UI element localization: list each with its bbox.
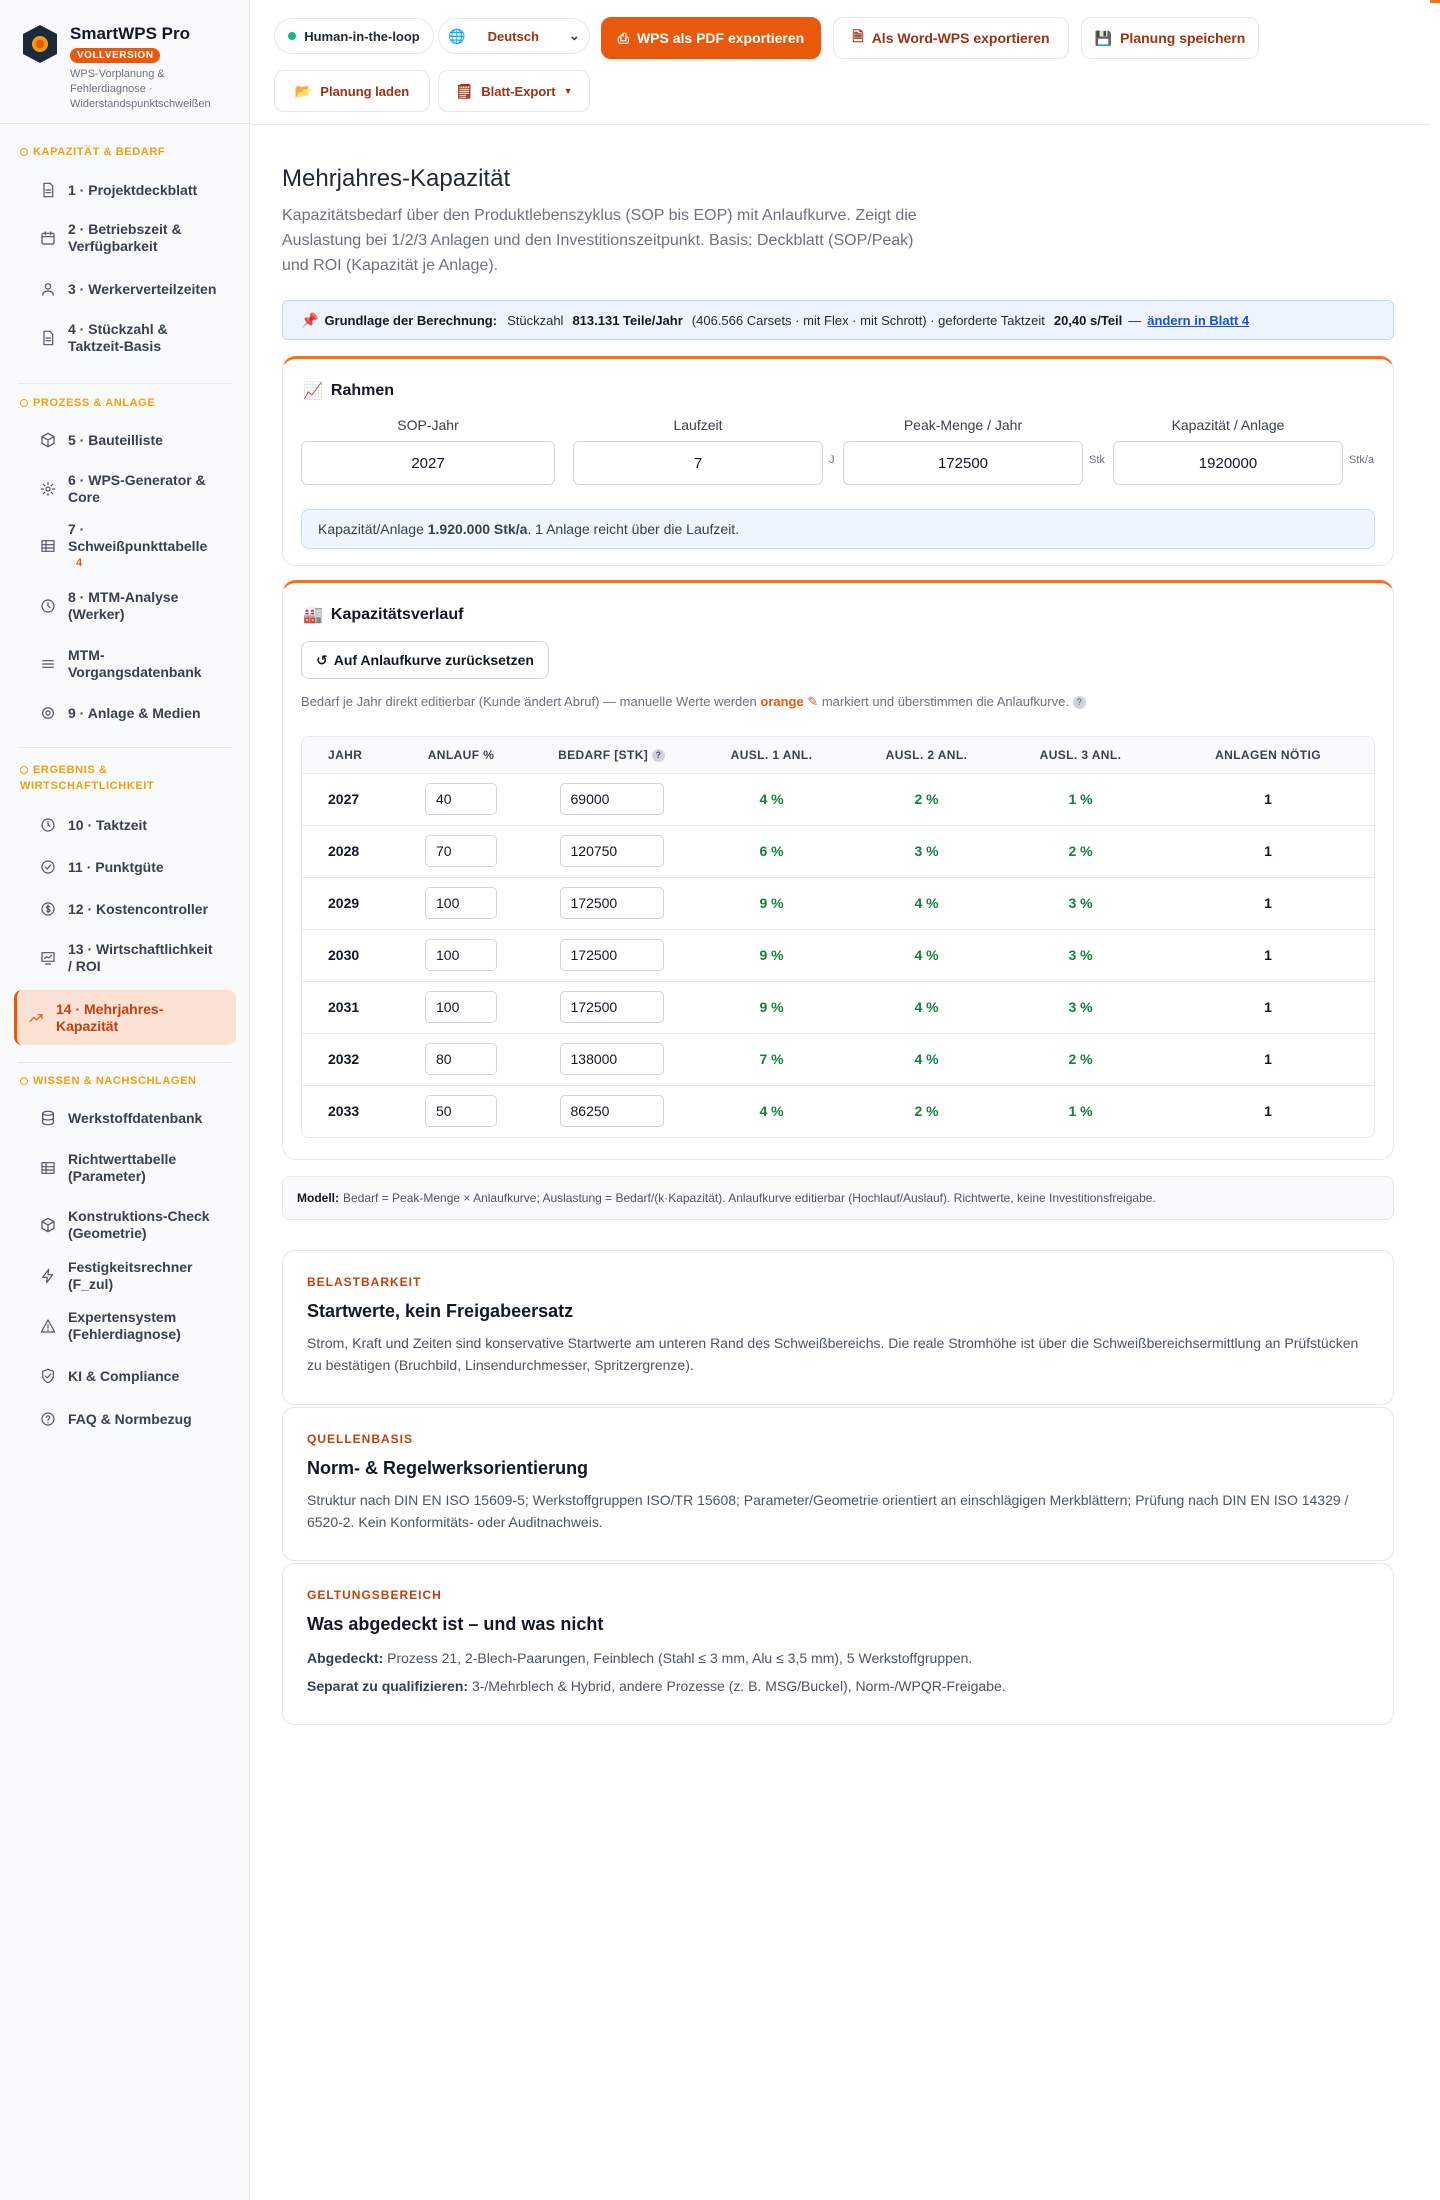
- info-card-geltungsbereich: GELTUNGSBEREICH Was abgedeckt ist – und was nicht Abgedeckt: Prozess 21, 2-Blech-Paarungen, Feinblech (Stahl ≤ 3 mm, Alu ≤ 3,5 mm), 5 Werkstoffgruppen. Separat zu qualifizieren: 3-/Mehrblech & Hybrid, andere Prozesse (z. B. MSG/Buckel), Norm-/WPQR-Freigabe.: [282, 1563, 1394, 1725]
- anlauf-input[interactable]: 100: [425, 939, 497, 971]
- cube-icon: [40, 432, 56, 448]
- ausl3-cell: 2 %: [999, 825, 1162, 877]
- table-row: [302, 981, 1374, 1033]
- list-icon: [40, 656, 56, 672]
- table-row: [302, 825, 1374, 877]
- col-anlagen: ANLAGEN NÖTIG: [1162, 737, 1374, 773]
- anlagen-noetig-cell: 1: [1162, 1033, 1374, 1085]
- clock-icon: [40, 598, 56, 614]
- year-cell: 2033: [328, 1103, 360, 1120]
- help-icon: [40, 1411, 56, 1427]
- col-jahr: JAHR: [302, 737, 388, 773]
- calendar-icon: [40, 230, 56, 246]
- table-row: [302, 877, 1374, 929]
- ausl2-cell: 2 %: [914, 1103, 939, 1120]
- year-cell: 2032: [302, 1033, 388, 1085]
- warning-icon: [40, 1318, 56, 1334]
- export-pdf-button[interactable]: ⎙ WPS als PDF exportieren: [601, 17, 821, 59]
- col-ausl3: AUSL. 3 ANL.: [999, 737, 1162, 773]
- section-title-kapazitaet: KAPAZITÄT & BEDARF: [0, 144, 250, 160]
- year-cell: 2031: [302, 981, 388, 1033]
- ausl1-cell: 9 %: [689, 877, 854, 929]
- rahmen-card: [282, 356, 1394, 566]
- edit-hint: Bedarf je Jahr direkt editierbar (Kunde ändert Abruf) — manuelle Werte werden orange ✎ markiert und überstimmen die Anlaufkurve. ?: [301, 694, 1086, 710]
- model-note: Modell: Bedarf = Peak-Menge × Anlaufkurve; Auslastung = Bedarf/(k·Kapazität). Anlaufkurve editierbar (Hochlauf/Auslauf). Richtwerte, keine Investitionsfreigabe.: [282, 1176, 1394, 1220]
- sidebar-item-bauteilliste[interactable]: 5 · Bauteilliste: [14, 428, 236, 452]
- sidebar-item-projektdeckblatt[interactable]: 1 · Projektdeckblatt: [14, 178, 236, 202]
- anlauf-cell: [388, 825, 534, 877]
- page-subtitle: Kapazitätsbedarf über den Produktlebenszyklus (SOP bis EOP) mit Anlaufkurve. Zeigt die Auslastung bei 1/2/3 Anlagen und den Investitionszeitpunkt. Basis: Deckblatt (SOP/Peak) und ROI (Kapazität je Anlage).: [282, 207, 917, 274]
- pencil-icon: ✎: [807, 694, 819, 709]
- floppy-icon: 💾: [1094, 29, 1113, 46]
- sidebar-item-taktzeit[interactable]: 10 · Taktzeit: [14, 813, 236, 837]
- sidebar-item-ki-compliance[interactable]: KI & Compliance: [14, 1364, 236, 1388]
- sidebar-item-mtm-analyse[interactable]: 8 · MTM-Analyse (Werker): [14, 588, 236, 624]
- anlauf-input[interactable]: 40: [425, 783, 497, 815]
- sheet-icon: 🗒: [455, 82, 474, 99]
- year-cell: 2028: [302, 825, 388, 877]
- reset-icon: ↺: [316, 651, 328, 668]
- toolbar: [250, 0, 1430, 125]
- ausl2-cell: 4 %: [854, 929, 999, 981]
- bedarf-input[interactable]: 69000: [560, 783, 664, 815]
- export-word-button[interactable]: 🗎 Als Word-WPS exportieren: [833, 17, 1069, 59]
- main-content: [282, 125, 1394, 1725]
- sidebar-item-mtm-datenbank[interactable]: MTM-Vorgangsdatenbank: [14, 646, 236, 682]
- kapazitaet-unit: Stk/a: [1349, 454, 1375, 466]
- bedarf-cell: [534, 1033, 689, 1085]
- anlauf-cell: [388, 877, 534, 929]
- anlagen-noetig-cell: 1: [1162, 825, 1374, 877]
- user-icon: [40, 281, 56, 297]
- anlauf-cell: [388, 981, 534, 1033]
- change-in-sheet4-link[interactable]: ändern in Blatt 4: [1147, 312, 1250, 328]
- brand: [0, 0, 249, 124]
- year-cell: 2027: [302, 773, 388, 825]
- sidebar-item-wps-generator[interactable]: 6 · WPS-Generator & Core: [14, 471, 236, 507]
- chart-icon: [40, 950, 56, 966]
- ausl3-cell: 2 %: [999, 1033, 1162, 1085]
- anlauf-cell: [388, 1085, 534, 1137]
- reset-curve-button[interactable]: ↺ Auf Anlaufkurve zurücksetzen: [301, 641, 549, 679]
- table-row: [302, 929, 1374, 981]
- hitl-toggle[interactable]: Human-in-the-loop: [274, 18, 434, 54]
- capacity-info: Kapazität/Anlage 1.920.000 Stk/a . 1 Anlage reicht über die Laufzeit.: [301, 509, 1375, 549]
- sop-year-label: SOP-Jahr: [397, 417, 459, 433]
- calculation-basis-banner: 📌 Grundlage der Berechnung: Stückzahl 813.131 Teile/Jahr (406.566 Carsets · mit Flex · mit Schrott) · geforderte Taktzeit 20,40 s/Teil — ändern in Blatt 4: [282, 300, 1394, 340]
- gear-icon: [40, 481, 56, 497]
- year-cell: 2030: [302, 929, 388, 981]
- sidebar-item-werkstoffdatenbank[interactable]: Werkstoffdatenbank: [14, 1106, 236, 1130]
- sidebar-item-mehrjahres-kapazitaet[interactable]: 14 · Mehrjahres-Kapazität: [14, 990, 236, 1045]
- table-row: [302, 773, 1374, 825]
- bedarf-cell: [534, 877, 689, 929]
- sidebar-item-werkerverteilzeiten[interactable]: 3 · Werkerverteilzeiten: [14, 277, 236, 301]
- section-title-wissen: WISSEN & NACHSCHLAGEN: [0, 1073, 217, 1089]
- info-card-belastbarkeit: BELASTBARKEIT Startwerte, kein Freigabeersatz Strom, Kraft und Zeiten sind konservative Startwerte am unteren Rand des Schweißbereichs. Die reale Stromhöhe ist über die Schweißbereichsermittlung an Prüfstücken zu bestätigen (Bruchbild, Linsendurchmesser, Spritzergrenze).: [282, 1250, 1394, 1405]
- version-badge: VOLLVERSION: [70, 48, 160, 63]
- year-cell: 2029: [302, 877, 388, 929]
- anlagen-noetig-cell: 1: [1162, 773, 1374, 825]
- sidebar-item-punktguete[interactable]: 11 · Punktgüte: [14, 855, 236, 879]
- sidebar-item-schweisspunkttabelle[interactable]: 7 · Schweißpunkttabelle 4: [14, 528, 236, 564]
- capacity-table: [301, 736, 1375, 1138]
- chart-up-icon: 📈: [303, 383, 323, 400]
- folder-icon: 📂: [294, 82, 313, 99]
- table-icon: [40, 1160, 56, 1176]
- brand-name: SmartWPS Pro: [70, 24, 190, 43]
- schweisspunkt-count: 4: [76, 556, 83, 569]
- col-bedarf: BEDARF [STK] ?: [534, 737, 689, 773]
- table-row: [302, 1085, 1374, 1137]
- ausl2-cell: 2 %: [854, 773, 999, 825]
- shield-icon: [40, 1368, 56, 1384]
- ausl1-cell: 6 %: [689, 825, 854, 877]
- section-title-ergebnis: ERGEBNIS & WIRTSCHAFTLICHKEIT: [20, 764, 155, 792]
- page-title: Mehrjahres-Kapazität: [282, 165, 511, 192]
- dollar-icon: [40, 901, 56, 917]
- rahmen-title: 📈 Rahmen: [303, 382, 395, 400]
- sidebar-item-expertensystem[interactable]: Expertensystem (Fehlerdiagnose): [14, 1308, 236, 1344]
- anlauf-input[interactable]: 100: [425, 991, 497, 1023]
- peak-input[interactable]: 172500: [843, 441, 1083, 485]
- col-ausl1: AUSL. 1 ANL.: [689, 737, 854, 773]
- bedarf-input[interactable]: 86250: [560, 1095, 664, 1127]
- section-title-prozess: PROZESS & ANLAGE: [0, 395, 175, 411]
- clock-icon: [40, 817, 56, 833]
- ausl2-cell: 4 %: [854, 981, 999, 1033]
- laufzeit-unit: J: [829, 454, 835, 466]
- ausl1-cell: 4 %: [689, 773, 854, 825]
- sidebar-item-richtwerttabelle[interactable]: Richtwerttabelle (Parameter): [14, 1150, 236, 1186]
- col-anlauf: ANLAUF %: [388, 737, 534, 773]
- sidebar-item-wirtschaftlichkeit[interactable]: 13 · Wirtschaftlichkeit / ROI: [14, 940, 236, 976]
- ausl1-cell: 9 %: [689, 929, 854, 981]
- kapazitaet-label: Kapazität / Anlage: [1171, 417, 1285, 433]
- anlauf-input[interactable]: 100: [425, 887, 497, 919]
- language-select[interactable]: 🌐 Deutsch ⌄: [438, 18, 590, 54]
- bedarf-input[interactable]: 172500: [560, 887, 664, 919]
- ausl2-cell: 4 %: [854, 1033, 999, 1085]
- bedarf-cell: [534, 981, 689, 1033]
- peak-unit: Stk: [1089, 454, 1105, 466]
- globe-icon: 🌐: [448, 27, 466, 44]
- sidebar-item-anlage-medien[interactable]: 9 · Anlage & Medien: [14, 701, 236, 725]
- sidebar-item-betriebszeit[interactable]: 2 · Betriebszeit & Verfügbarkeit: [14, 220, 236, 256]
- table-row: [302, 1033, 1374, 1085]
- sheet-export-dropdown[interactable]: 🗒 Blatt-Export ▼: [438, 70, 590, 112]
- ausl2-cell: 4 %: [854, 877, 999, 929]
- printer-icon: ⎙: [617, 29, 629, 46]
- anlagen-noetig-cell: 1: [1162, 929, 1374, 981]
- bedarf-input[interactable]: 172500: [560, 991, 664, 1023]
- sidebar-item-konstruktions-check[interactable]: Konstruktions-Check (Geometrie): [14, 1207, 236, 1243]
- brand-subtitle: WPS-Vorplanung & Fehlerdiagnose · Widerstandspunktschweißen: [70, 68, 211, 110]
- col-ausl2: AUSL. 2 ANL.: [854, 737, 999, 773]
- document-icon: 🗎: [852, 28, 864, 44]
- status-dot-icon: [288, 32, 296, 40]
- bedarf-cell: [534, 929, 689, 981]
- bedarf-input[interactable]: 172500: [560, 939, 664, 971]
- sop-year-input[interactable]: 2027: [301, 441, 555, 485]
- document-icon: [40, 330, 56, 346]
- chevron-down-icon: ⌄: [568, 28, 580, 43]
- ausl3-cell: 1 %: [1068, 1103, 1093, 1120]
- bedarf-cell: [534, 773, 689, 825]
- ausl1-cell: 9 %: [689, 981, 854, 1033]
- sidebar-item-stueckzahl[interactable]: 4 · Stückzahl & Taktzeit-Basis: [14, 320, 236, 356]
- logo-icon: [22, 24, 58, 64]
- anlauf-input[interactable]: 80: [425, 1043, 497, 1075]
- peak-label: Peak-Menge / Jahr: [903, 417, 1023, 433]
- laufzeit-input[interactable]: 7: [573, 441, 823, 485]
- anlauf-input[interactable]: 70: [425, 835, 497, 867]
- sidebar: [0, 0, 250, 2200]
- save-plan-button[interactable]: 💾 Planung speichern: [1081, 17, 1259, 59]
- check-icon: [40, 859, 56, 875]
- table-icon: [40, 538, 56, 554]
- gear-icon: [40, 705, 56, 721]
- ausl1-cell: 4 %: [759, 1103, 784, 1120]
- anlagen-noetig-cell: 1: [1162, 981, 1374, 1033]
- document-icon: [40, 182, 56, 198]
- help-icon[interactable]: ?: [652, 749, 665, 762]
- laufzeit-label: Laufzeit: [673, 417, 723, 433]
- sidebar-item-festigkeitsrechner[interactable]: Festigkeitsrechner (F_zul): [14, 1264, 236, 1288]
- bolt-icon: [40, 1268, 56, 1284]
- load-plan-button[interactable]: 📂 Planung laden: [274, 70, 430, 112]
- ausl3-cell: 3 %: [999, 877, 1162, 929]
- anlagen-noetig-cell: 1: [1264, 1103, 1272, 1120]
- bedarf-input[interactable]: 120750: [560, 835, 664, 867]
- anlauf-cell: [388, 1033, 534, 1085]
- anlagen-noetig-cell: 1: [1162, 877, 1374, 929]
- ausl3-cell: 1 %: [999, 773, 1162, 825]
- caret-down-icon: ▼: [563, 86, 573, 96]
- bedarf-cell: [534, 825, 689, 877]
- anlauf-input[interactable]: 50: [425, 1095, 497, 1127]
- ausl3-cell: 3 %: [999, 929, 1162, 981]
- sidebar-item-faq[interactable]: FAQ & Normbezug: [14, 1407, 236, 1431]
- sidebar-item-kostencontroller[interactable]: 12 · Kostencontroller: [14, 897, 236, 921]
- verlauf-title: 🏭 Kapazitätsverlauf: [303, 606, 464, 624]
- help-icon[interactable]: ?: [1073, 696, 1086, 709]
- kapazitaetsverlauf-card: [282, 580, 1394, 1160]
- ausl1-cell: 7 %: [689, 1033, 854, 1085]
- pin-icon: 📌: [301, 311, 319, 328]
- kapazitaet-input[interactable]: 1920000: [1113, 441, 1343, 485]
- info-card-quellenbasis: QUELLENBASIS Norm- & Regelwerksorientierung Struktur nach DIN EN ISO 15609-5; Werkstoffgruppen ISO/TR 15608; Parameter/Geometrie orientiert an einschlägigen Merkblättern; Prüfung nach DIN EN ISO 14329 / 6520-2. Kein Konformitäts- oder Auditnachweis.: [282, 1407, 1394, 1561]
- ausl3-cell: 3 %: [999, 981, 1162, 1033]
- cube-icon: [40, 1217, 56, 1233]
- bedarf-input[interactable]: 138000: [560, 1043, 664, 1075]
- anlauf-cell: [388, 929, 534, 981]
- database-icon: [40, 1110, 56, 1126]
- factory-icon: 🏭: [303, 607, 323, 624]
- trend-icon: [28, 1010, 44, 1026]
- bedarf-cell: [534, 1085, 689, 1137]
- anlauf-cell: [388, 773, 534, 825]
- ausl2-cell: 3 %: [854, 825, 999, 877]
